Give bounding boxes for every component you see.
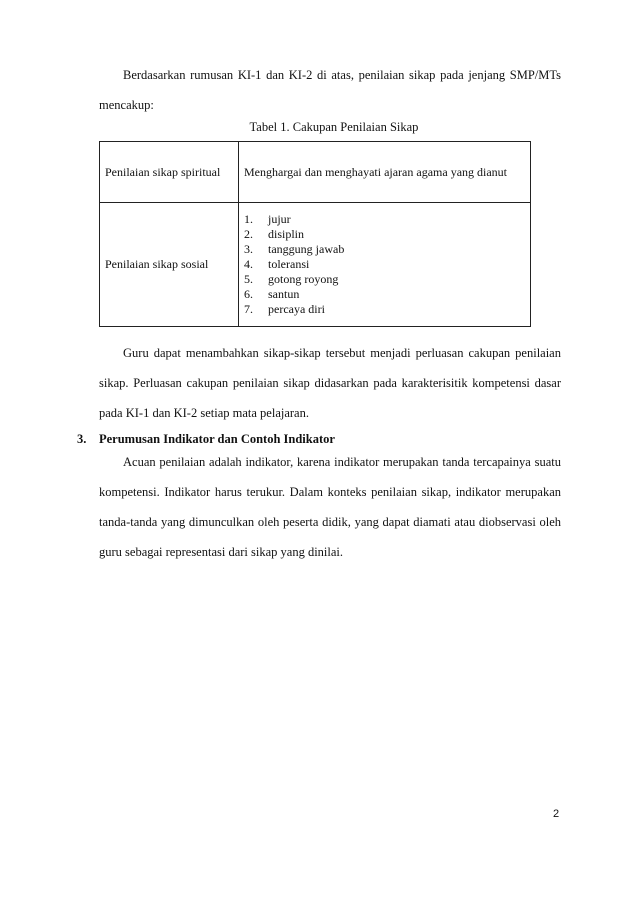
intro-paragraph: Berdasarkan rumusan KI-1 dan KI-2 di atas, penilaian sikap pada jenjang SMP/MTs mencakup: (99, 68, 561, 112)
table-row (100, 142, 531, 203)
list-item: 2. disiplin (244, 227, 305, 241)
list-item: 3. tanggung jawab (244, 242, 345, 256)
row-content-spiritual: Menghargai dan menghayati ajaran agama yang dianut (239, 142, 531, 203)
row-content-sosial (239, 203, 531, 327)
paragraph-perluasan: Guru dapat menambahkan sikap-sikap tersebut menjadi perluasan cakupan penilaian sikap. Perluasan cakupan penilaian sikap didasarkan pada karakterisitik kompetensi dasar pada KI-1 dan KI-2 setiap mata pelajaran. (99, 346, 561, 420)
table-row (100, 203, 531, 327)
section-title: Perumusan Indikator dan Contoh Indikator (99, 432, 335, 446)
page-number: 2 (553, 808, 560, 820)
row-label-sosial: Penilaian sikap sosial (100, 203, 239, 327)
section-heading (77, 432, 335, 447)
section-number: 3. (77, 432, 87, 446)
sikap-table (99, 141, 531, 327)
row-label-spiritual: Penilaian sikap spiritual (100, 142, 239, 203)
list-item: 5. gotong royong (244, 272, 339, 286)
sosial-list (244, 212, 525, 317)
list-item: 4. toleransi (244, 257, 310, 271)
list-item: 1. jujur (244, 212, 291, 226)
table-caption: Tabel 1. Cakupan Penilaian Sikap (249, 120, 419, 134)
list-item: 7. percaya diri (244, 302, 325, 316)
list-item: 6. santun (244, 287, 300, 301)
paragraph-indikator: Acuan penilaian adalah indikator, karena indikator merupakan tanda tercapainya suatu kompetensi. Indikator harus terukur. Dalam konteks penilaian sikap, indikator merupakan tanda-tanda yang dimunculkan oleh peserta didik, yang dapat diamati atau diobservasi oleh guru sebagai representasi dari sikap yang dinilai. (99, 455, 561, 559)
